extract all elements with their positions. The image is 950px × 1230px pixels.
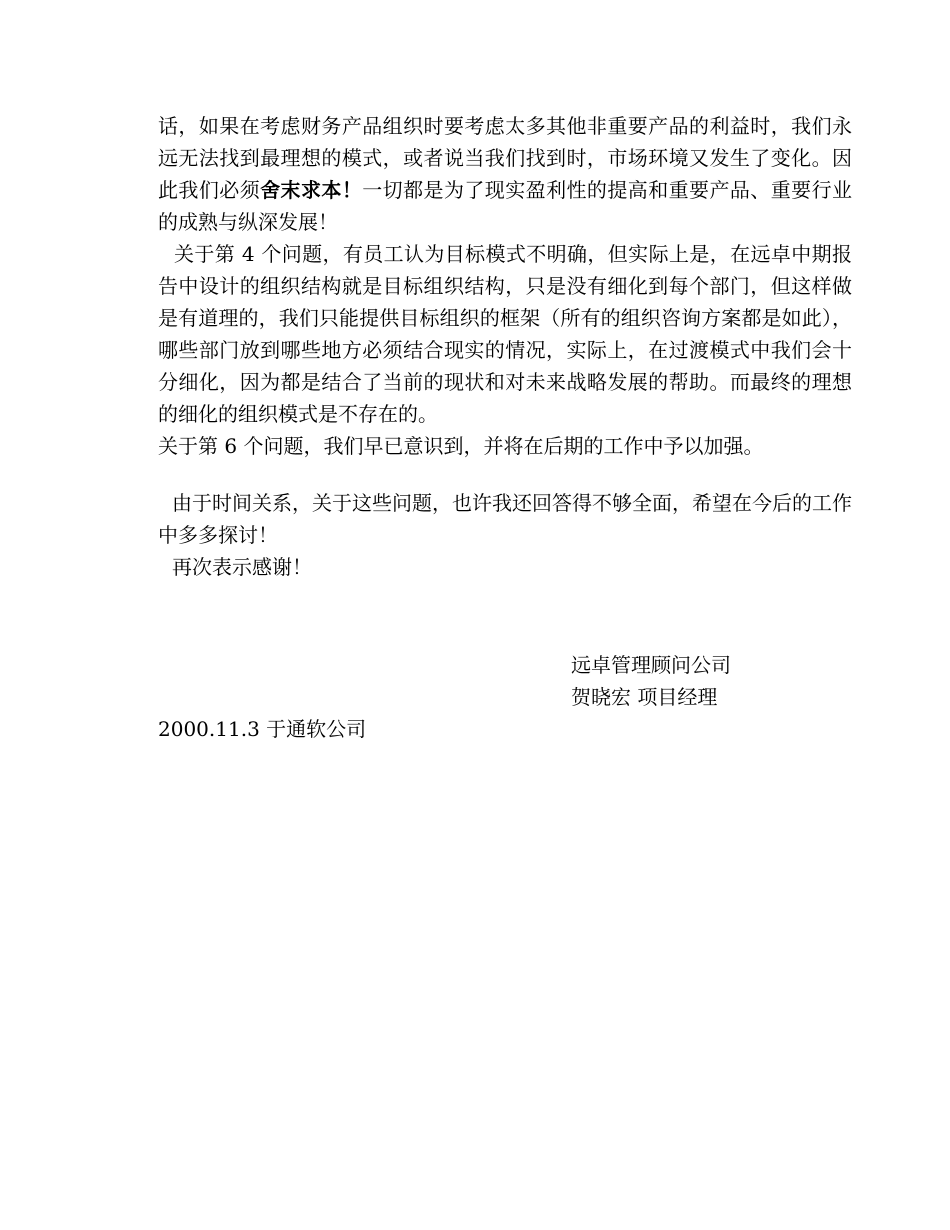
signature-person: 贺晓宏 项目经理: [571, 685, 718, 709]
date-place: 2000.11.3 于通软公司: [158, 717, 367, 741]
signature-company: 远卓管理顾问公司: [571, 653, 731, 677]
paragraph-text: 话，如果在考虑财务产品组织时要考虑太多其他非重要产品的利益时，我们永远无法找到最理想的模式，或者说当我们找到时，市场环境又发生了变化。因此我们必须: [158, 114, 852, 202]
paragraph-profit-focus: [158, 110, 852, 238]
emphasis-text: 舍末求本！: [260, 178, 363, 202]
paragraph-question-6: 关于第 6 个问题，我们早已意识到，并将在后期的工作中予以加强。: [158, 434, 764, 458]
paragraph-thanks: 再次表示感谢！: [172, 555, 312, 579]
paragraph-closing: 由于时间关系，关于这些问题，也许我还回答得不够全面，希望在今后的工作中多多探讨！: [158, 491, 852, 547]
paragraph-text-continued: 一切都是为了现实盈利性的提高和重要产品、重要行业的成熟与纵深发展！: [158, 178, 853, 234]
paragraph-spacer: [158, 462, 852, 487]
signature-spacer: [158, 583, 852, 649]
paragraph-question-4: 关于第 4 个问题，有员工认为目标模式不明确，但实际上是，在远卓中期报告中设计的组织结构就是目标组织结构，只是没有细化到每个部门，但这样做是有道理的，我们只能提供目标组织的框架（所有的组织咨询方案都是如此），哪些部门放到哪些地方必须结合现实的情况，实际上，在过渡模式中我们会十分细化，因为都是结合了当前的现状和对未来战略发展的帮助。而最终的理想的细化的组织模式是不存在的。: [158, 242, 852, 426]
document-page: [158, 110, 852, 745]
